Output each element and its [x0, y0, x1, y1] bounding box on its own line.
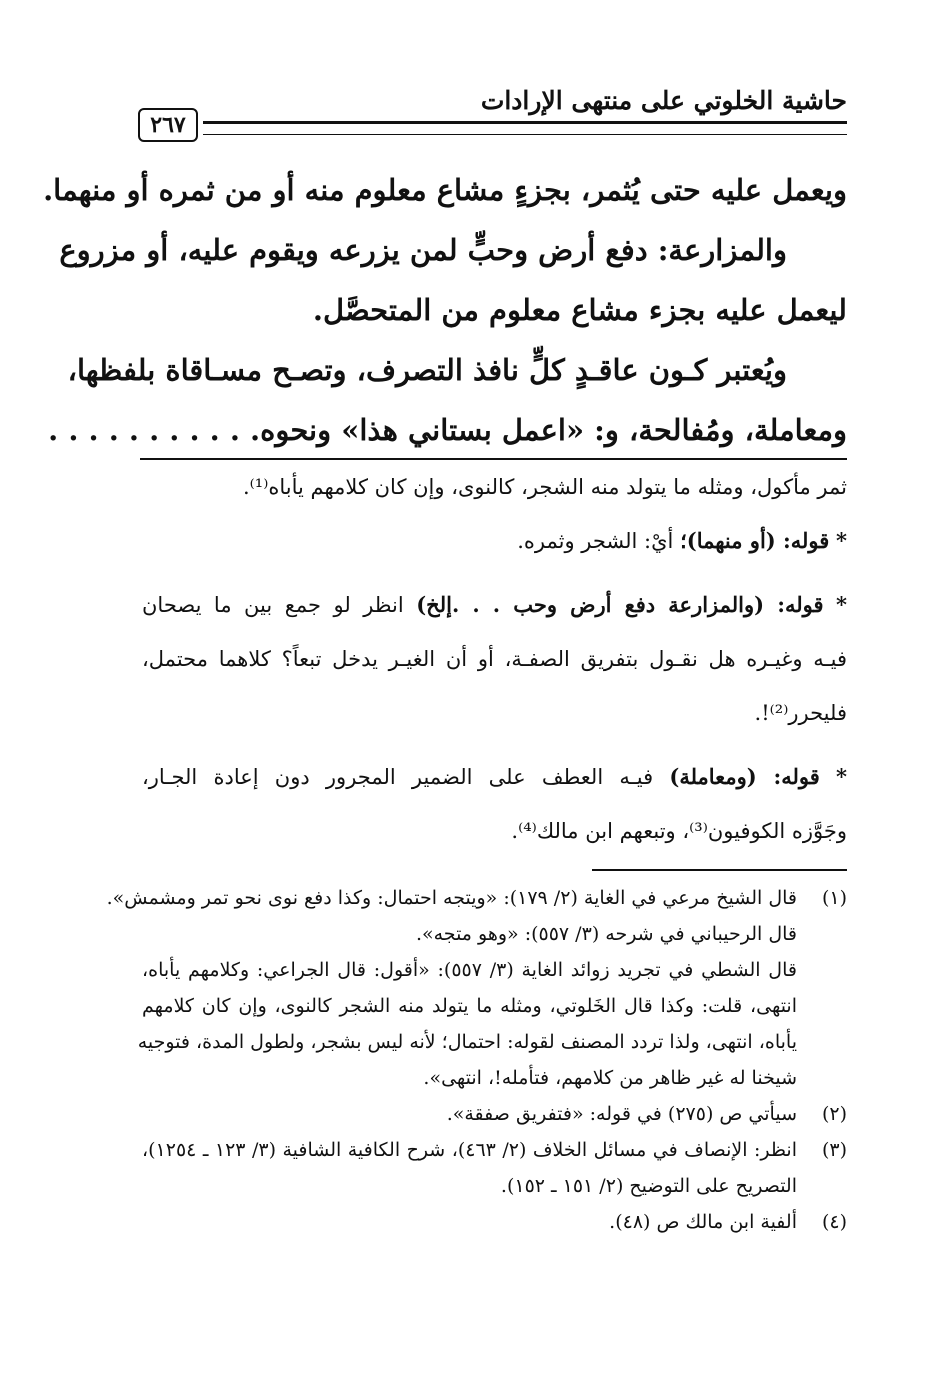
main-text — [43, 160, 847, 460]
quote-label: قوله: (ومعاملة) — [669, 764, 820, 789]
commentary-line — [142, 750, 847, 804]
footnote-line: انتهى، قلت: وكذا قال الخَلوتي، ومثله ما يتولد منه الشجر كالنوى، وإن كان كلامهم — [142, 995, 797, 1017]
star-marker: * — [836, 592, 847, 617]
footnote-number: (٤) — [821, 1211, 847, 1233]
commentary-line: فليحرر⁽²⁾!. — [754, 701, 847, 725]
main-line: ويعمل عليه حتى يُثمر، بجزءٍ مشاع معلوم منه أو من ثمره أو منهما. — [43, 173, 847, 207]
footnote-line: شيخنا له غير ظاهر من كلامهم، فتأمله!، انتهى». — [423, 1067, 797, 1089]
footnote — [106, 880, 847, 952]
footnotes — [106, 880, 847, 1240]
footnote-number: (١) — [821, 887, 847, 909]
footnote — [142, 1132, 847, 1204]
footnote — [142, 1204, 847, 1240]
footnote-line: التصريح على التوضيح (٢/ ١٥١ ـ ١٥٢). — [500, 1175, 797, 1197]
main-line: ومعاملة، ومُفالحة، و: «اعمل بستاني هذا» ونحوه. . . . . . . . . . . — [48, 413, 847, 447]
page-number: ٢٦٧ — [138, 108, 198, 142]
star-marker: * — [836, 764, 847, 789]
footnote-line: يأباه، انتهى، ولذا تردد المصنف لقوله: احتمال؛ لأنه ليس بشجر، ولطول المدة، فتوجيه — [137, 1031, 797, 1053]
main-line: ليعمل عليه بجزء مشاع معلوم من المتحصَّل. — [312, 293, 847, 327]
commentary-line: فيـه وغيـره هل نقـول بتفريق الصفـة، أو أن الغيـر يدخل تبعاً؟ كلاهما محتمل، — [142, 647, 847, 671]
footnote-number: (٣) — [821, 1139, 847, 1161]
footnote-line: سيأتي ص (٢٧٥) في قوله: «فتفريق صفقة». — [446, 1103, 797, 1125]
commentary-line: ثمر مأكول، ومثله ما يتولد منه الشجر، كالنوى، وإن كان كلامهم يأباه⁽¹⁾. — [242, 475, 847, 499]
commentary-line — [142, 578, 847, 632]
commentary-line — [142, 514, 847, 568]
commentary-text: انظر لو جمع بين ما يصحان — [142, 593, 404, 617]
footnote-line: ألفية ابن مالك ص (٤٨). — [609, 1211, 797, 1233]
footnote-rule — [592, 869, 847, 871]
commentary — [142, 460, 847, 858]
header-rule — [203, 121, 847, 135]
footnote-line: قال الشيخ مرعي في الغاية (٢/ ١٧٩): «ويتجه احتمال: وكذا دفع نوى نحو تمر ومشمش». — [106, 887, 797, 909]
main-line: والمزارعة: دفع أرض وحبٍّ لمن يزرعه ويقوم عليه، أو مزروع — [59, 233, 787, 267]
main-line: ويُعتبر كـون عاقـدٍ كلٍّ نافذ التصرف، وتصـح مسـاقاة بلفظها، — [67, 353, 787, 387]
footnote-number: (٢) — [821, 1103, 847, 1125]
commentary-line: وجَوَّزه الكوفيون⁽³⁾، وتبعهم ابن مالك⁽⁴⁾. — [511, 819, 847, 843]
quote-label: قوله: (أو منهما)؛ — [680, 528, 830, 553]
commentary-text: فيـه العطف على الضمير المجرور دون إعادة الجـار، — [142, 765, 654, 789]
running-title: حاشية الخلوتي على منتهى الإرادات — [480, 86, 847, 115]
footnote-line: قال الرحيباني في شرحه (٣/ ٥٥٧): «وهو متجه». — [415, 923, 797, 945]
footnote-line: انظر: الإنصاف في مسائل الخلاف (٢/ ٤٦٣)، شرح الكافية الشافية (٣/ ١٢٣ ـ ١٢٥٤)، — [142, 1139, 797, 1161]
footnote-line: قال الشطي في تجريد زوائد الغاية (٣/ ٥٥٧): «أقول: قال الجراعي: وكلامهم يأباه، — [142, 959, 797, 981]
footnote — [142, 1096, 847, 1132]
quote-label: قوله: (والمزارعة دفع أرض وحب . . .إلخ) — [416, 592, 824, 617]
star-marker: * — [836, 528, 847, 553]
commentary-text: أيْ: الشجر وثمره. — [517, 529, 674, 553]
